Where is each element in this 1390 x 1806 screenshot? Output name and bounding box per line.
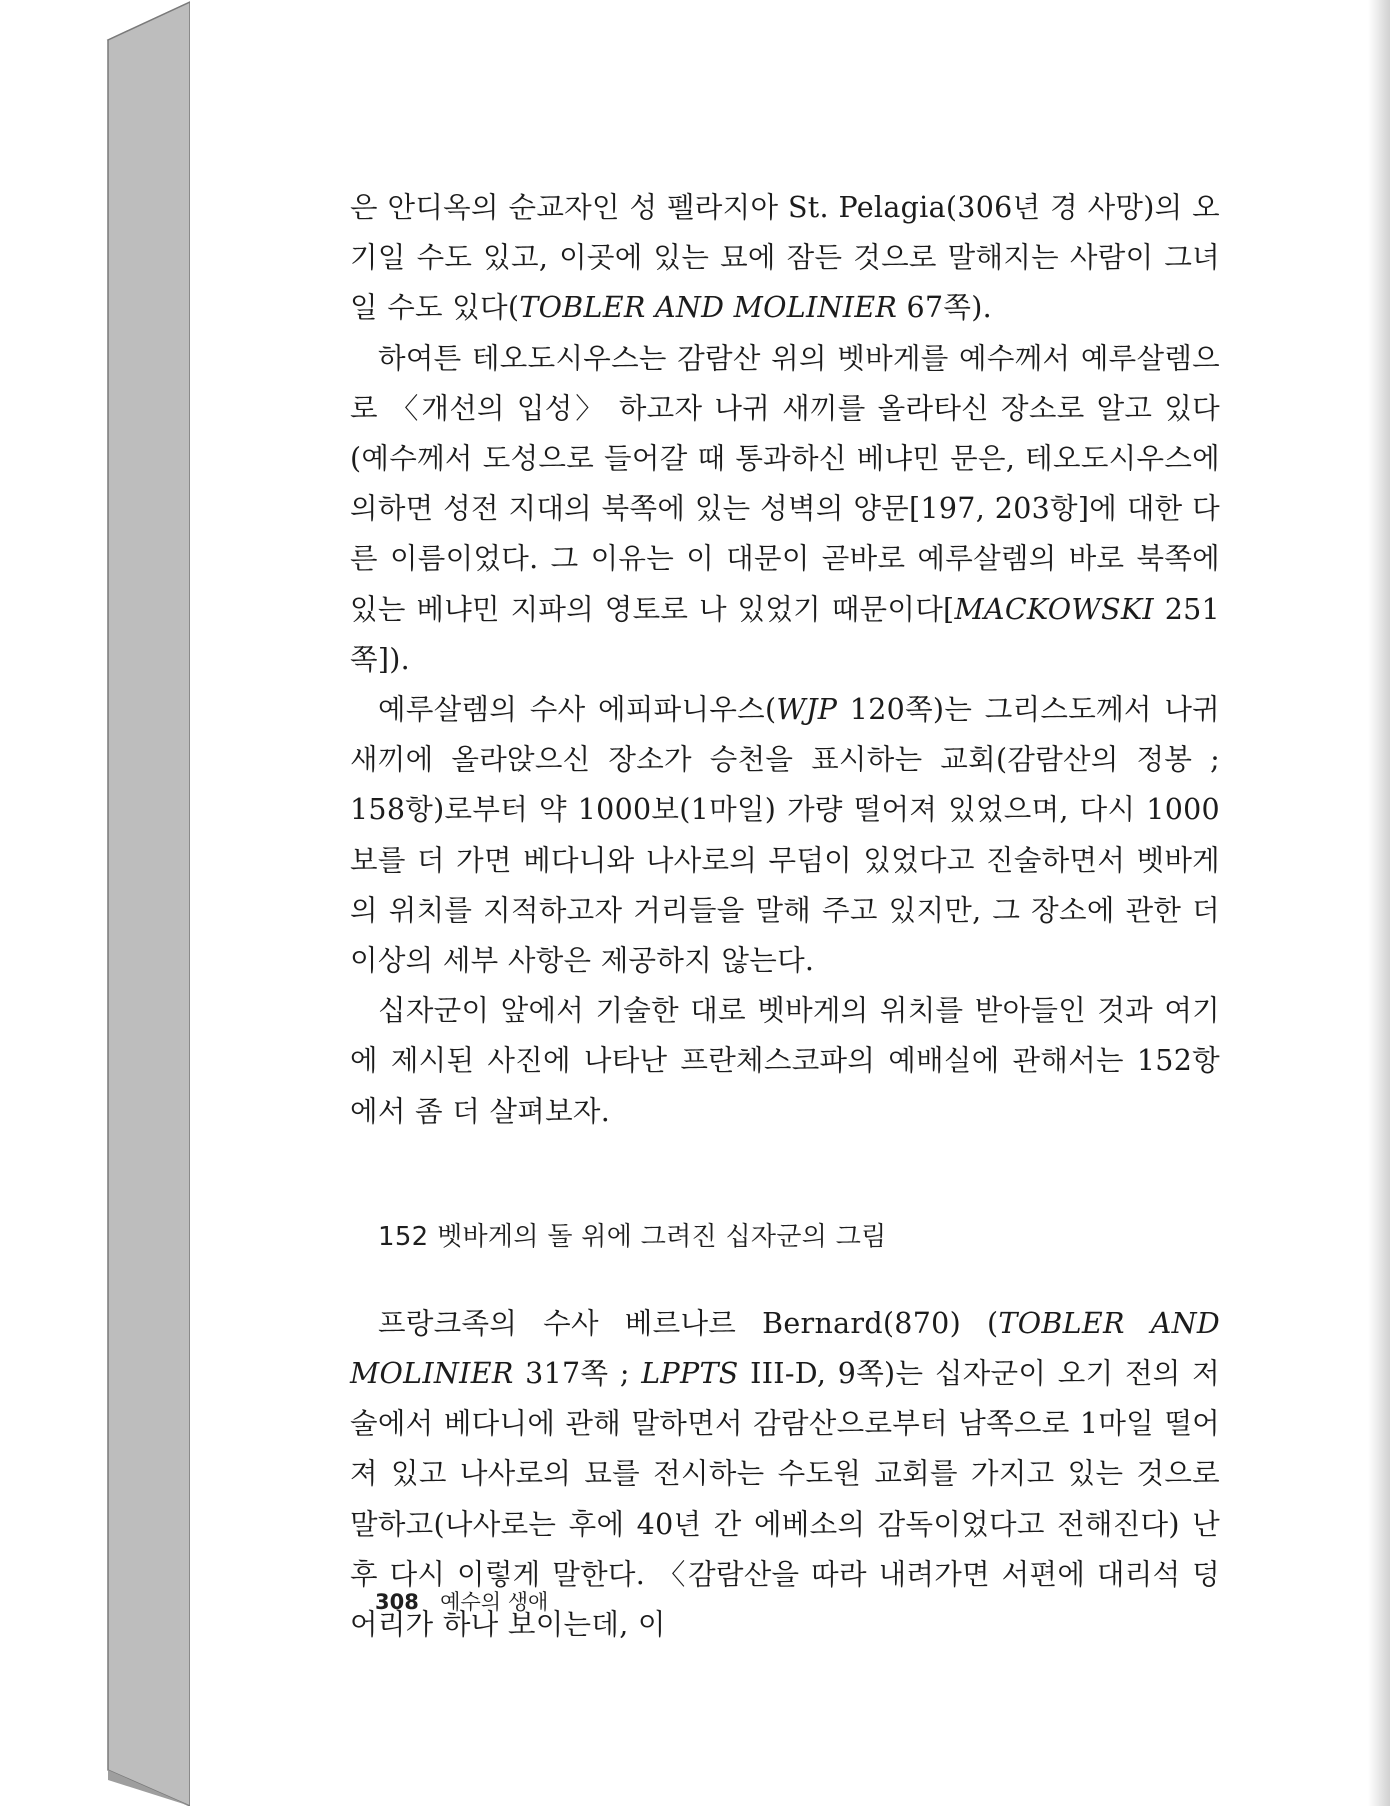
text-run: 예루살렘의 수사 에피파니우스( xyxy=(378,693,777,727)
text-run: 은 안디옥의 순교자인 성 펠라지아 St. Pelagia(306년 경 사망)의 오기일 수도 있고, 이곳에 있는 묘에 잠든 것으로 말해지는 사람이 그녀일 수도 있다( xyxy=(350,191,1220,325)
italic-citation: TOBLER AND MOLINIER xyxy=(519,291,898,325)
text-run: 67쪽). xyxy=(897,291,993,325)
paragraph-2 xyxy=(350,334,1220,685)
book-page-edges xyxy=(108,2,190,1806)
italic-citation: TOBLER AND MOLINIER xyxy=(350,1306,1220,1391)
text-run: 120쪽)는 그리스도께서 나귀 새끼에 올라앉으신 장소가 승천을 표시하는 교회(감람산의 정봉 ; 158항)로부터 약 1000보(1마일) 가량 떨어져 있었으며, 다시 1000보를 더 가면 베다니와 나사로의 무덤이 있었다고 진술하면서 벳바게의 위치를 지적하고자 거리들을 말해 주고 있지만, 그 장소에 관한 더 이상의 세부 사항은 제공하지 않는다. xyxy=(350,693,1220,978)
paragraph-4 xyxy=(350,986,1220,1137)
text-run: 251쪽]). xyxy=(350,592,1220,676)
page-body-text xyxy=(350,183,1220,1650)
italic-citation: MACKOWSKI xyxy=(954,592,1154,626)
text-run: 프랑크족의 수사 베르나르 Bernard(870) ( xyxy=(378,1306,999,1340)
page-number: 308 xyxy=(375,1590,419,1614)
running-title: 예수의 생애 xyxy=(440,1590,549,1614)
book-block-edge xyxy=(0,0,200,1806)
page xyxy=(190,0,1390,1806)
page-footer xyxy=(375,1586,548,1616)
text-run: III-D, 9쪽)는 십자군이 오기 전의 저술에서 베다니에 관해 말하면서 감람산으로부터 남쪽으로 1마일 떨어져 있고 나사로의 묘를 전시하는 수도원 교회를 가지고 있는 것으로 말하고(나사로는 후에 40년 간 에베소의 감독이었다고 전해진다) 난 후 다시 이렇게 말한다. 〈감람산을 따라 내려가면 서편에 대리석 덩어리가 하나 보이는데, 이 xyxy=(350,1357,1220,1642)
page-edge-shadow xyxy=(1368,0,1390,1806)
italic-citation: LPPTS xyxy=(641,1357,739,1391)
italic-citation: WJP xyxy=(776,693,838,727)
paragraph-3 xyxy=(350,685,1220,986)
text-run: 317쪽 ; xyxy=(513,1357,642,1391)
text-run: 하여튼 테오도시우스는 감람산 위의 벳바게를 예수께서 예루살렘으로 〈개선의 입성〉 하고자 나귀 새끼를 올라타신 장소로 알고 있다(예수께서 도성으로 들어갈 때 통과하신 베냐민 문은, 테오도시우스에 의하면 성전 지대의 북쪽에 있는 성벽의 양문[197, 203항]에 대한 다른 이름이었다. 그 이유는 이 대문이 곧바로 예루살렘의 바로 북쪽에 있는 베냐민 지파의 영토로 나 있었기 때문이다[ xyxy=(350,341,1220,626)
section-heading: 152 벳바게의 돌 위에 그려진 십자군의 그림 xyxy=(378,1221,887,1252)
paragraph-1 xyxy=(350,183,1220,334)
text-run: 십자군이 앞에서 기술한 대로 벳바게의 위치를 받아들인 것과 여기에 제시된 사진에 나타난 프란체스코파의 예배실에 관해서는 152항에서 좀 더 살펴보자. xyxy=(350,994,1220,1128)
